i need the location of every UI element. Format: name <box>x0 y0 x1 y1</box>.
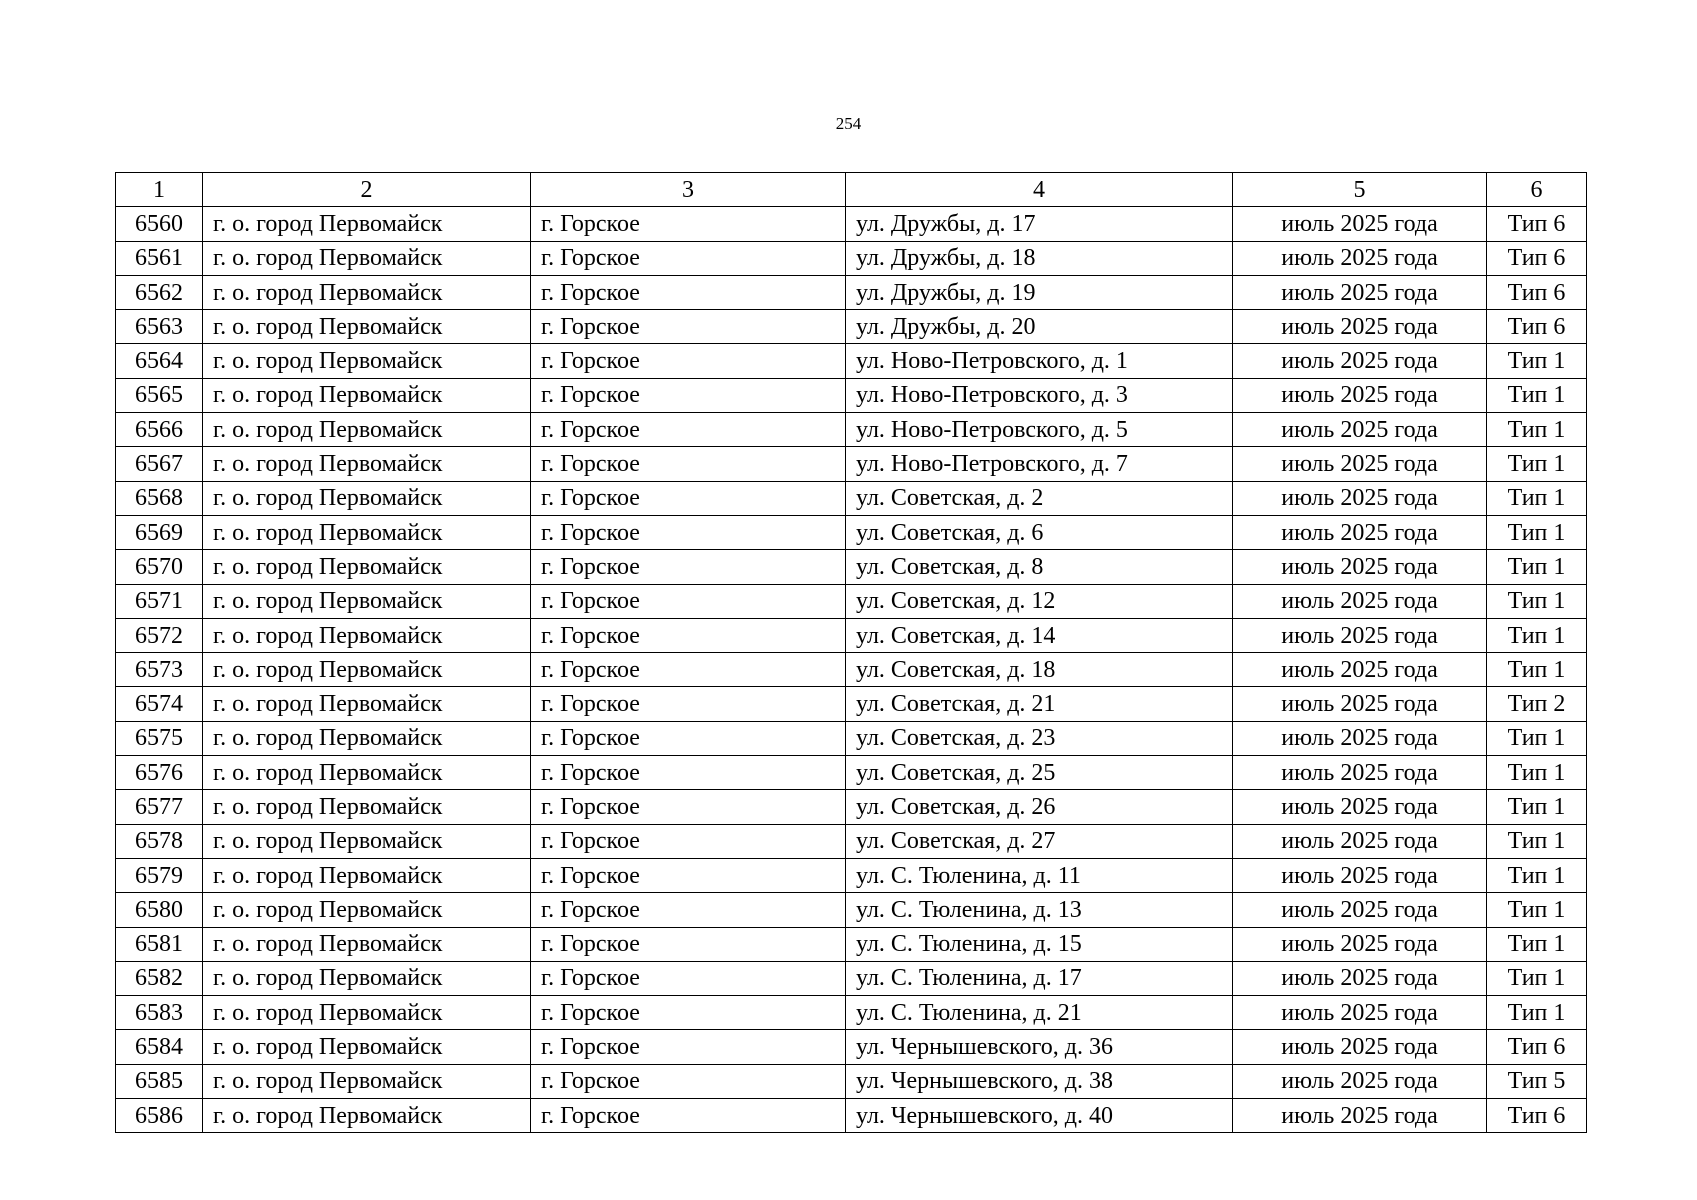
settlement-cell: г. Горское <box>531 447 846 481</box>
table-row <box>116 756 1587 790</box>
type-cell: Тип 1 <box>1487 618 1587 652</box>
settlement-cell: г. Горское <box>531 550 846 584</box>
settlement-cell: г. Горское <box>531 961 846 995</box>
district-cell: г. о. город Первомайск <box>203 447 531 481</box>
date-cell: июль 2025 года <box>1233 550 1487 584</box>
row-number-cell: 6585 <box>116 1064 203 1098</box>
settlement-cell: г. Горское <box>531 996 846 1030</box>
settlement-cell: г. Горское <box>531 618 846 652</box>
row-number-cell: 6580 <box>116 893 203 927</box>
table-row <box>116 550 1587 584</box>
row-number-cell: 6562 <box>116 275 203 309</box>
address-cell: ул. Дружбы, д. 19 <box>846 275 1233 309</box>
date-cell: июль 2025 года <box>1233 447 1487 481</box>
date-cell: июль 2025 года <box>1233 241 1487 275</box>
address-cell: ул. Дружбы, д. 20 <box>846 310 1233 344</box>
row-number-cell: 6567 <box>116 447 203 481</box>
table-row <box>116 687 1587 721</box>
district-cell: г. о. город Первомайск <box>203 550 531 584</box>
date-cell: июль 2025 года <box>1233 1064 1487 1098</box>
district-cell: г. о. город Первомайск <box>203 687 531 721</box>
table-row <box>116 1099 1587 1133</box>
address-cell: ул. Дружбы, д. 17 <box>846 207 1233 241</box>
address-cell: ул. С. Тюленина, д. 17 <box>846 961 1233 995</box>
table-row <box>116 447 1587 481</box>
type-cell: Тип 1 <box>1487 447 1587 481</box>
table-row <box>116 721 1587 755</box>
district-cell: г. о. город Первомайск <box>203 275 531 309</box>
table-row <box>116 584 1587 618</box>
date-cell: июль 2025 года <box>1233 996 1487 1030</box>
district-cell: г. о. город Первомайск <box>203 721 531 755</box>
date-cell: июль 2025 года <box>1233 961 1487 995</box>
header-cell-3: 3 <box>531 173 846 207</box>
table-row <box>116 1064 1587 1098</box>
type-cell: Тип 6 <box>1487 310 1587 344</box>
type-cell: Тип 1 <box>1487 344 1587 378</box>
district-cell: г. о. город Первомайск <box>203 893 531 927</box>
row-number-cell: 6581 <box>116 927 203 961</box>
row-number-cell: 6563 <box>116 310 203 344</box>
settlement-cell: г. Горское <box>531 310 846 344</box>
row-number-cell: 6576 <box>116 756 203 790</box>
date-cell: июль 2025 года <box>1233 653 1487 687</box>
row-number-cell: 6565 <box>116 378 203 412</box>
row-number-cell: 6560 <box>116 207 203 241</box>
settlement-cell: г. Горское <box>531 413 846 447</box>
settlement-cell: г. Горское <box>531 824 846 858</box>
type-cell: Тип 5 <box>1487 1064 1587 1098</box>
date-cell: июль 2025 года <box>1233 481 1487 515</box>
settlement-cell: г. Горское <box>531 653 846 687</box>
district-cell: г. о. город Первомайск <box>203 996 531 1030</box>
row-number-cell: 6568 <box>116 481 203 515</box>
settlement-cell: г. Горское <box>531 790 846 824</box>
address-cell: ул. С. Тюленина, д. 21 <box>846 996 1233 1030</box>
address-cell: ул. Советская, д. 18 <box>846 653 1233 687</box>
district-cell: г. о. город Первомайск <box>203 618 531 652</box>
settlement-cell: г. Горское <box>531 756 846 790</box>
type-cell: Тип 6 <box>1487 275 1587 309</box>
type-cell: Тип 1 <box>1487 550 1587 584</box>
type-cell: Тип 6 <box>1487 207 1587 241</box>
district-cell: г. о. город Первомайск <box>203 1030 531 1064</box>
date-cell: июль 2025 года <box>1233 927 1487 961</box>
table-row <box>116 207 1587 241</box>
table-header-row <box>116 173 1587 207</box>
type-cell: Тип 2 <box>1487 687 1587 721</box>
date-cell: июль 2025 года <box>1233 378 1487 412</box>
date-cell: июль 2025 года <box>1233 824 1487 858</box>
date-cell: июль 2025 года <box>1233 687 1487 721</box>
address-cell: ул. Ново-Петровского, д. 1 <box>846 344 1233 378</box>
table-row <box>116 275 1587 309</box>
row-number-cell: 6582 <box>116 961 203 995</box>
table-row <box>116 858 1587 892</box>
address-cell: ул. Дружбы, д. 18 <box>846 241 1233 275</box>
address-cell: ул. Чернышевского, д. 36 <box>846 1030 1233 1064</box>
row-number-cell: 6571 <box>116 584 203 618</box>
table-row <box>116 790 1587 824</box>
address-cell: ул. Ново-Петровского, д. 3 <box>846 378 1233 412</box>
type-cell: Тип 1 <box>1487 961 1587 995</box>
row-number-cell: 6574 <box>116 687 203 721</box>
table-row <box>116 996 1587 1030</box>
district-cell: г. о. город Первомайск <box>203 653 531 687</box>
settlement-cell: г. Горское <box>531 275 846 309</box>
header-cell-6: 6 <box>1487 173 1587 207</box>
address-cell: ул. Ново-Петровского, д. 5 <box>846 413 1233 447</box>
address-cell: ул. Советская, д. 6 <box>846 515 1233 549</box>
table-row <box>116 241 1587 275</box>
type-cell: Тип 1 <box>1487 515 1587 549</box>
address-cell: ул. Советская, д. 14 <box>846 618 1233 652</box>
date-cell: июль 2025 года <box>1233 1030 1487 1064</box>
header-cell-2: 2 <box>203 173 531 207</box>
row-number-cell: 6579 <box>116 858 203 892</box>
district-cell: г. о. город Первомайск <box>203 584 531 618</box>
date-cell: июль 2025 года <box>1233 344 1487 378</box>
district-cell: г. о. город Первомайск <box>203 1099 531 1133</box>
type-cell: Тип 1 <box>1487 756 1587 790</box>
address-cell: ул. Советская, д. 25 <box>846 756 1233 790</box>
header-cell-1: 1 <box>116 173 203 207</box>
type-cell: Тип 1 <box>1487 996 1587 1030</box>
address-cell: ул. Советская, д. 23 <box>846 721 1233 755</box>
date-cell: июль 2025 года <box>1233 893 1487 927</box>
table-row <box>116 927 1587 961</box>
row-number-cell: 6577 <box>116 790 203 824</box>
table-row <box>116 653 1587 687</box>
table-row <box>116 961 1587 995</box>
district-cell: г. о. город Первомайск <box>203 310 531 344</box>
address-cell: ул. Советская, д. 12 <box>846 584 1233 618</box>
district-cell: г. о. город Первомайск <box>203 790 531 824</box>
settlement-cell: г. Горское <box>531 207 846 241</box>
address-cell: ул. Чернышевского, д. 40 <box>846 1099 1233 1133</box>
district-cell: г. о. город Первомайск <box>203 241 531 275</box>
row-number-cell: 6561 <box>116 241 203 275</box>
settlement-cell: г. Горское <box>531 515 846 549</box>
district-cell: г. о. город Первомайск <box>203 858 531 892</box>
type-cell: Тип 6 <box>1487 1030 1587 1064</box>
row-number-cell: 6583 <box>116 996 203 1030</box>
table-row <box>116 310 1587 344</box>
date-cell: июль 2025 года <box>1233 858 1487 892</box>
table-row <box>116 378 1587 412</box>
district-cell: г. о. город Первомайск <box>203 756 531 790</box>
district-cell: г. о. город Первомайск <box>203 961 531 995</box>
district-cell: г. о. город Первомайск <box>203 344 531 378</box>
type-cell: Тип 1 <box>1487 927 1587 961</box>
table-row <box>116 824 1587 858</box>
table-body <box>116 207 1587 1133</box>
district-cell: г. о. город Первомайск <box>203 413 531 447</box>
district-cell: г. о. город Первомайск <box>203 1064 531 1098</box>
settlement-cell: г. Горское <box>531 1030 846 1064</box>
table-row <box>116 481 1587 515</box>
row-number-cell: 6573 <box>116 653 203 687</box>
district-cell: г. о. город Первомайск <box>203 481 531 515</box>
settlement-cell: г. Горское <box>531 481 846 515</box>
date-cell: июль 2025 года <box>1233 756 1487 790</box>
date-cell: июль 2025 года <box>1233 584 1487 618</box>
table-row <box>116 618 1587 652</box>
type-cell: Тип 1 <box>1487 481 1587 515</box>
date-cell: июль 2025 года <box>1233 1099 1487 1133</box>
address-cell: ул. Советская, д. 2 <box>846 481 1233 515</box>
settlement-cell: г. Горское <box>531 344 846 378</box>
row-number-cell: 6570 <box>116 550 203 584</box>
date-cell: июль 2025 года <box>1233 207 1487 241</box>
type-cell: Тип 1 <box>1487 824 1587 858</box>
date-cell: июль 2025 года <box>1233 618 1487 652</box>
address-cell: ул. Советская, д. 27 <box>846 824 1233 858</box>
row-number-cell: 6586 <box>116 1099 203 1133</box>
page-number: 254 <box>835 114 862 133</box>
district-cell: г. о. город Первомайск <box>203 515 531 549</box>
row-number-cell: 6569 <box>116 515 203 549</box>
table-row <box>116 515 1587 549</box>
type-cell: Тип 1 <box>1487 893 1587 927</box>
row-number-cell: 6566 <box>116 413 203 447</box>
date-cell: июль 2025 года <box>1233 310 1487 344</box>
row-number-cell: 6572 <box>116 618 203 652</box>
date-cell: июль 2025 года <box>1233 275 1487 309</box>
table-row <box>116 1030 1587 1064</box>
type-cell: Тип 1 <box>1487 858 1587 892</box>
settlement-cell: г. Горское <box>531 241 846 275</box>
settlement-cell: г. Горское <box>531 1099 846 1133</box>
header-cell-5: 5 <box>1233 173 1487 207</box>
settlement-cell: г. Горское <box>531 378 846 412</box>
district-cell: г. о. город Первомайск <box>203 927 531 961</box>
table-row <box>116 893 1587 927</box>
row-number-cell: 6584 <box>116 1030 203 1064</box>
row-number-cell: 6578 <box>116 824 203 858</box>
address-cell: ул. С. Тюленина, д. 15 <box>846 927 1233 961</box>
settlement-cell: г. Горское <box>531 1064 846 1098</box>
type-cell: Тип 1 <box>1487 413 1587 447</box>
date-cell: июль 2025 года <box>1233 790 1487 824</box>
registry-table <box>115 172 1587 1133</box>
address-cell: ул. Чернышевского, д. 38 <box>846 1064 1233 1098</box>
type-cell: Тип 1 <box>1487 721 1587 755</box>
type-cell: Тип 1 <box>1487 790 1587 824</box>
type-cell: Тип 6 <box>1487 241 1587 275</box>
address-cell: ул. Советская, д. 8 <box>846 550 1233 584</box>
district-cell: г. о. город Первомайск <box>203 207 531 241</box>
district-cell: г. о. город Первомайск <box>203 824 531 858</box>
settlement-cell: г. Горское <box>531 721 846 755</box>
address-cell: ул. С. Тюленина, д. 13 <box>846 893 1233 927</box>
header-cell-4: 4 <box>846 173 1233 207</box>
address-cell: ул. С. Тюленина, д. 11 <box>846 858 1233 892</box>
district-cell: г. о. город Первомайск <box>203 378 531 412</box>
address-cell: ул. Ново-Петровского, д. 7 <box>846 447 1233 481</box>
type-cell: Тип 1 <box>1487 378 1587 412</box>
type-cell: Тип 1 <box>1487 653 1587 687</box>
settlement-cell: г. Горское <box>531 687 846 721</box>
settlement-cell: г. Горское <box>531 584 846 618</box>
row-number-cell: 6575 <box>116 721 203 755</box>
settlement-cell: г. Горское <box>531 927 846 961</box>
date-cell: июль 2025 года <box>1233 515 1487 549</box>
settlement-cell: г. Горское <box>531 893 846 927</box>
type-cell: Тип 1 <box>1487 584 1587 618</box>
table-row <box>116 344 1587 378</box>
address-cell: ул. Советская, д. 26 <box>846 790 1233 824</box>
type-cell: Тип 6 <box>1487 1099 1587 1133</box>
row-number-cell: 6564 <box>116 344 203 378</box>
address-cell: ул. Советская, д. 21 <box>846 687 1233 721</box>
settlement-cell: г. Горское <box>531 858 846 892</box>
table-row <box>116 413 1587 447</box>
date-cell: июль 2025 года <box>1233 413 1487 447</box>
date-cell: июль 2025 года <box>1233 721 1487 755</box>
